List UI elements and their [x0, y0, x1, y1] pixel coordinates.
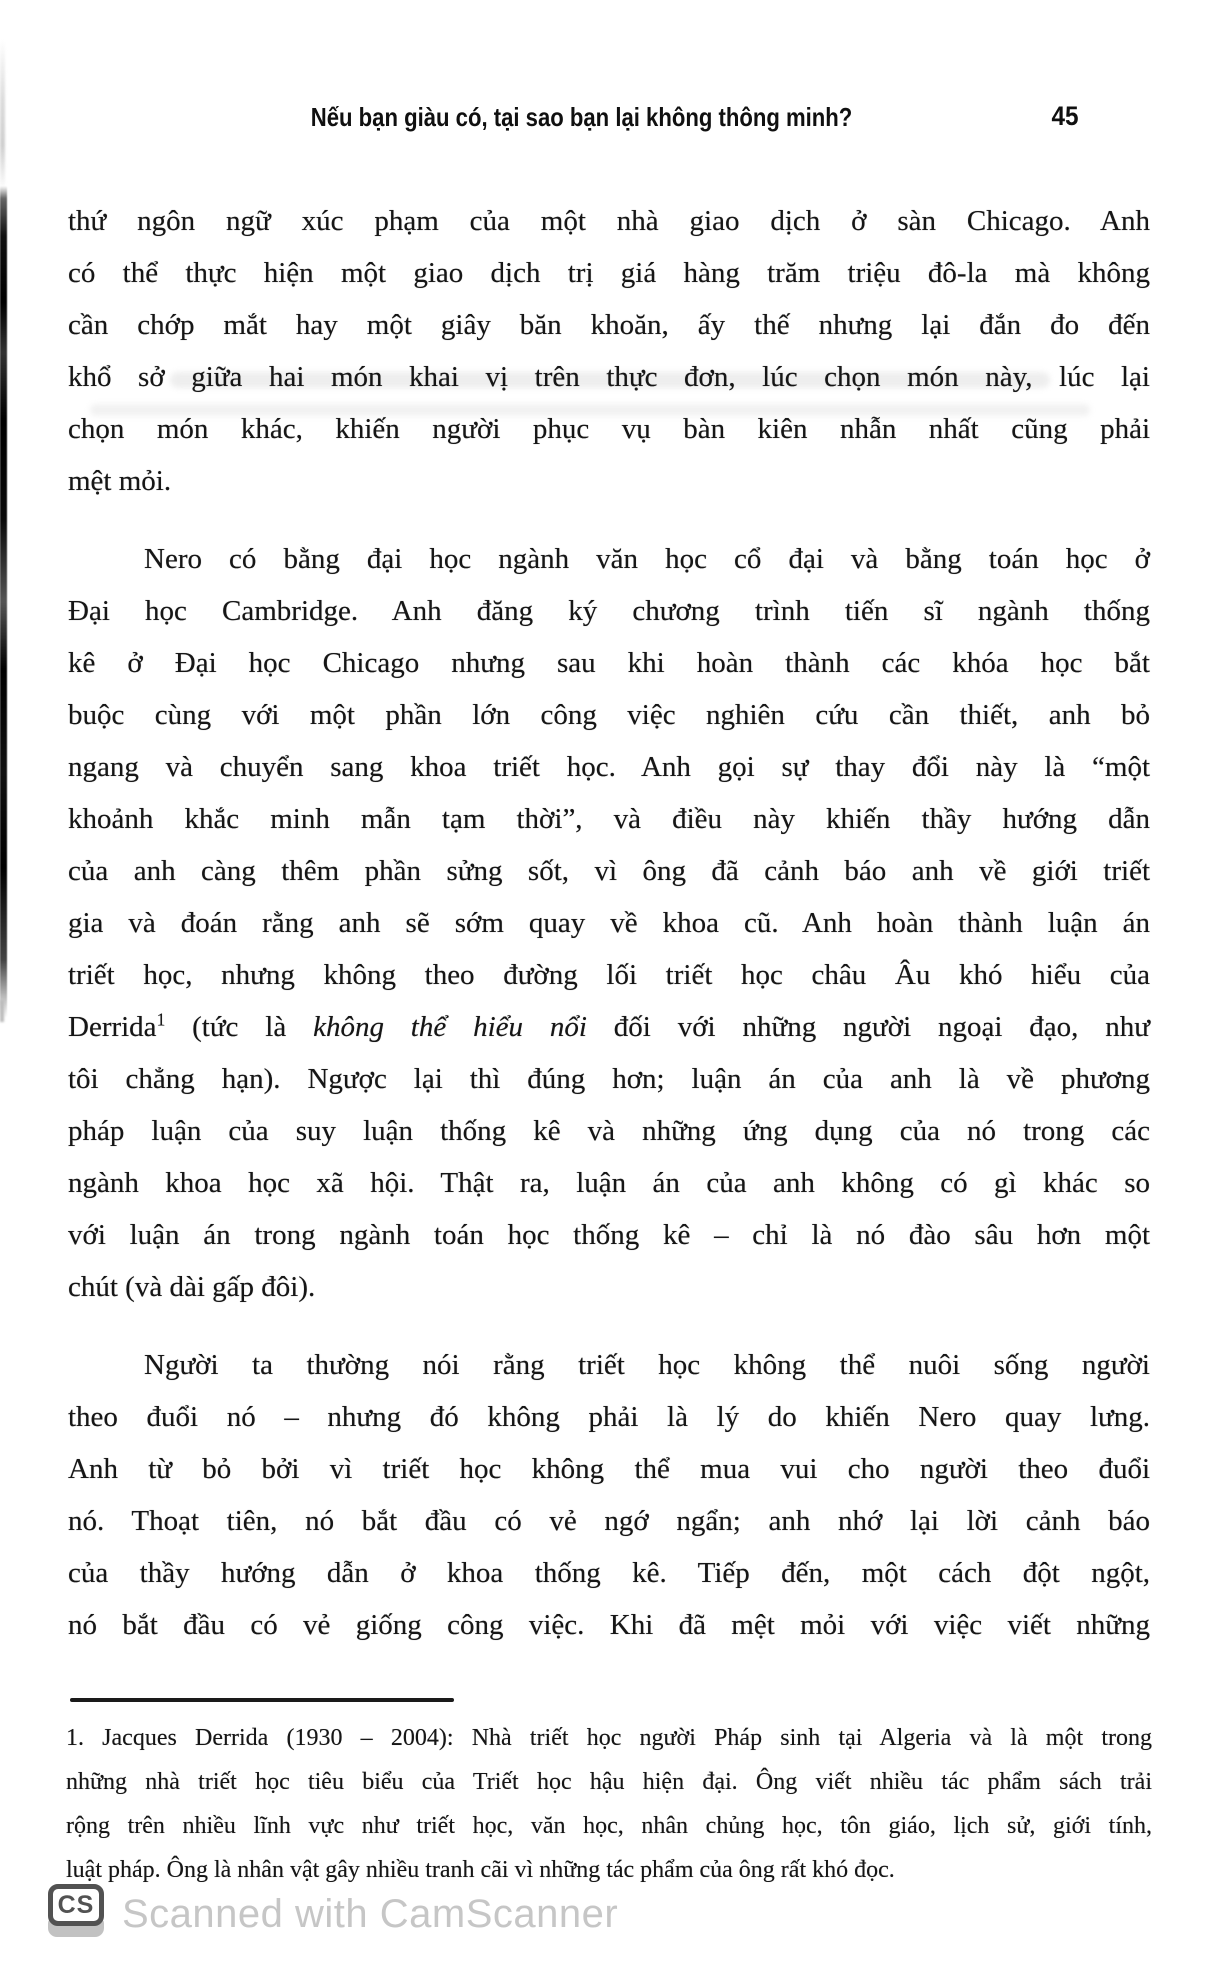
text-line: của anh càng thêm phần sửng sốt, vì ông đã cảnh báo anh về giới triết	[68, 855, 1150, 887]
paragraph	[68, 195, 1150, 507]
camscanner-logo-icon	[48, 1884, 104, 1942]
text-line: thứ ngôn ngữ xúc phạm của một nhà giao dịch ở sàn Chicago. Anh	[68, 205, 1150, 237]
text-line: Anh từ bỏ bởi vì triết học không thể mua vui cho người theo đuổi	[68, 1453, 1150, 1485]
text-line: ngành khoa học xã hội. Thật ra, luận án của anh không có gì khác so	[68, 1167, 1150, 1199]
camscanner-logo-cs	[48, 1884, 104, 1926]
text-line: những nhà triết học tiêu biểu của Triết học hậu hiện đại. Ông viết nhiều tác phẩm sách trải	[66, 1769, 1152, 1795]
text-line: buộc cùng với một phần lớn công việc nghiên cứu cần thiết, anh bỏ	[68, 699, 1150, 731]
paragraph	[66, 1716, 1152, 1892]
running-header-title: Nếu bạn giàu có, tại sao bạn lại không thông minh?	[311, 102, 853, 132]
watermark-text: Scanned with CamScanner	[122, 1892, 619, 1936]
text-line: nó. Thoạt tiên, nó bắt đầu có vẻ ngớ ngẩn; anh nhớ lại lời cảnh báo	[68, 1505, 1150, 1537]
text-line: cần chớp mắt hay một giây băn khoăn, ấy thế nhưng lại đắn đo đến	[68, 309, 1150, 341]
text-line: pháp luận của suy luận thống kê và những ứng dụng của nó trong các	[68, 1115, 1150, 1147]
text-line: nó bắt đầu có vẻ giống công việc. Khi đã mệt mỏi với việc viết những	[68, 1609, 1150, 1641]
text-line: kê ở Đại học Chicago nhưng sau khi hoàn thành các khóa học bắt	[68, 647, 1150, 679]
text-line: luật pháp. Ông là nhân vật gây nhiều tranh cãi vì những tác phẩm của ông rất khó đọc.	[66, 1857, 895, 1883]
text-line: của thầy hướng dẫn ở khoa thống kê. Tiếp đến, một cách đột ngột,	[68, 1557, 1150, 1589]
footnote-divider	[70, 1698, 454, 1702]
text-line: chọn món khác, khiến người phục vụ bàn kiên nhẫn nhất cũng phải	[68, 413, 1150, 445]
paragraph	[68, 1339, 1150, 1651]
text-line: mệt mỏi.	[68, 465, 172, 497]
footnote	[66, 1716, 1152, 1892]
text-line: triết học, nhưng không theo đường lối triết học châu Âu khó hiểu của	[68, 959, 1150, 991]
text-line: Derrida$^1$ (tức là không thể hiểu nổi đối với những người ngoại đạo, như	[68, 1009, 1151, 1043]
body-text	[68, 195, 1150, 1651]
text-line: tôi chẳng hạn). Ngược lại thì đúng hơn; luận án của anh là về phương	[68, 1063, 1150, 1095]
text-line: gia và đoán rằng anh sẽ sớm quay về khoa cũ. Anh hoàn thành luận án	[68, 907, 1150, 939]
running-header	[0, 102, 1164, 133]
text-line: chút (và dài gấp đôi).	[68, 1271, 316, 1303]
text-line: Đại học Cambridge. Anh đăng ký chương trình tiến sĩ ngành thống	[68, 595, 1150, 627]
text-line: khổ sở giữa hai món khai vị trên thực đơn, lúc chọn món này, lúc lại	[68, 361, 1150, 393]
camscanner-logo-label: CS	[57, 1890, 95, 1919]
text-line: theo đuổi nó – nhưng đó không phải là lý do khiến Nero quay lưng.	[68, 1401, 1150, 1433]
text-line: rộng trên nhiều lĩnh vực như triết học, văn học, nhân chủng học, tôn giáo, lịch sử, giới tính,	[66, 1813, 1152, 1839]
text-line: 1. Jacques Derrida (1930 – 2004): Nhà triết học người Pháp sinh tại Algeria và là một trong	[66, 1725, 1152, 1751]
text-line: ngang và chuyển sang khoa triết học. Anh gọi sự thay đổi này là “một	[68, 751, 1150, 783]
text-line: với luận án trong ngành toán học thống kê – chỉ là nó đào sâu hơn một	[68, 1219, 1150, 1251]
paragraph	[68, 533, 1150, 1313]
page-number: 45	[1051, 101, 1079, 131]
text-line: Nero có bằng đại học ngành văn học cổ đại và bằng toán học ở	[144, 543, 1150, 575]
scan-edge-artifact-dark	[0, 186, 7, 1018]
text-line: Người ta thường nói rằng triết học không thể nuôi sống người	[144, 1349, 1150, 1381]
text-line: có thể thực hiện một giao dịch trị giá hàng trăm triệu đô-la mà không	[68, 257, 1150, 289]
text-line: khoảnh khắc minh mẫn tạm thời”, và điều này khiến thầy hướng dẫn	[68, 803, 1150, 835]
scan-edge-artifact-tail	[0, 1000, 4, 1022]
